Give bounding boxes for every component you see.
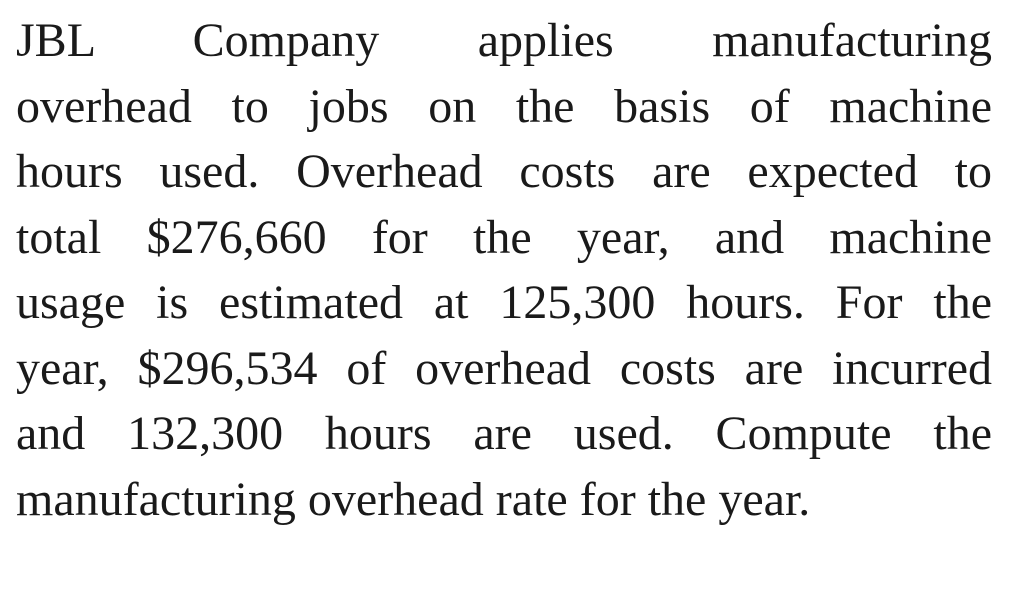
problem-text xyxy=(16,8,992,532)
problem-line: usage is estimated at 125,300 hours. For the xyxy=(16,276,992,329)
problem-line: manufacturing overhead rate for the year. xyxy=(16,472,811,526)
problem-line: and 132,300 hours are used. Compute the xyxy=(16,407,992,460)
problem-line: hours used. Overhead costs are expected to xyxy=(16,145,992,198)
problem-line: year, $296,534 of overhead costs are incurred xyxy=(16,341,992,395)
problem-line: overhead to jobs on the basis of machine xyxy=(16,79,992,133)
problem-line: total $276,660 for the year, and machine xyxy=(16,210,992,264)
problem-line: JBL Company applies manufacturing xyxy=(16,14,992,67)
